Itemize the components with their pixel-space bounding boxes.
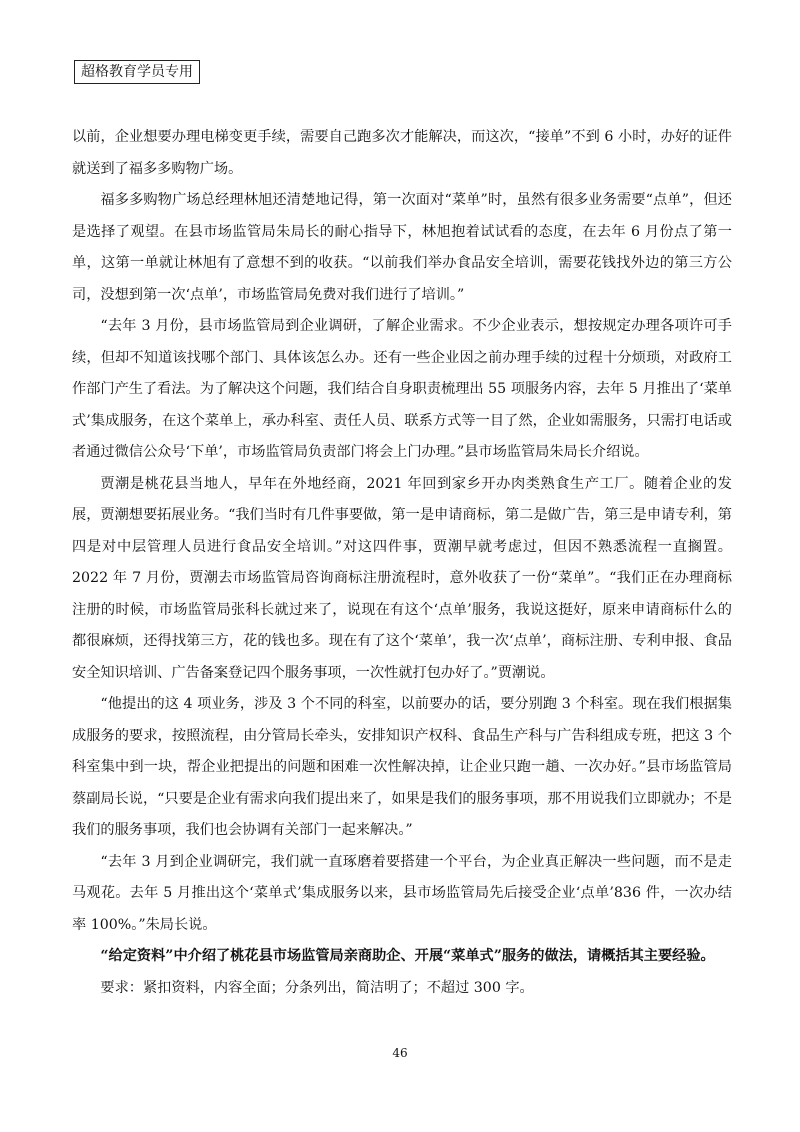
answer-requirement: 要求：紧扣资料，内容全面；分条列出，简洁明了；不超过 300 字。: [100, 979, 534, 996]
page-number: 46: [392, 1046, 408, 1060]
paragraph-1: 以前，企业想要办理电梯变更手续，需要自己跑多次才能解决，而这次，“接单”不到 6 小时，办好的证件就送到了福多多购物广场。: [72, 129, 732, 177]
header-label: 超格教育学员专用: [74, 60, 200, 84]
question-prompt: “给定资料”中介绍了桃花县市场监管局亲商助企、开展“菜单式”服务的做法，请概括其主要经验。: [100, 948, 715, 964]
paragraph-5: “他提出的这 4 项业务，涉及 3 个不同的科室，以前要办的话，要分别跑 3 个科室。现在我们根据集成服务的要求，按照流程，由分管局长牵头，安排知识产权科、食品生产科与广告科组成专班，把这 3 个科室集中到一块，帮企业把提出的问题和困难一次性解决掉，让企业只跑一趟、一次办好。”县市场监管局蔡副局长说，“只要是企业有需求向我们提出来了，如果是我们的服务事项，那不用说我们立即就办；不是我们的服务事项，我们也会协调有关部门一起来解决。”: [72, 696, 732, 838]
body-text: [72, 122, 732, 1004]
paragraph-3: “去年 3 月份，县市场监管局到企业调研，了解企业需求。不少企业表示，想按规定办理各项许可手续，但却不知道该找哪个部门、具体该怎么办。还有一些企业因之前办理手续的过程十分烦琐，对政府工作部门产生了看法。为了解决这个问题，我们结合自身职责梳理出 55 项服务内容，去年 5 月推出了‘菜单式’集成服务，在这个菜单上，承办科室、责任人员、联系方式等一目了然，企业如需服务，只需打电话或者通过微信公众号‘下单’，市场监管局负责部门将会上门办理。”县市场监管局朱局长介绍说。: [72, 318, 732, 460]
paragraph-6: “去年 3 月到企业调研完，我们就一直琢磨着要搭建一个平台，为企业真正解决一些问题，而不是走马观花。去年 5 月推出这个‘菜单式’集成服务以来，县市场监管局先后接受企业‘点单’836 件，一次办结率 100%。”朱局长说。: [72, 853, 732, 933]
paragraph-4: 贾潮是桃花县当地人，早年在外地经商，2021 年回到家乡开办肉类熟食生产工厂。随着企业的发展，贾潮想要拓展业务。“我们当时有几件事要做，第一是申请商标，第二是做广告，第三是申请专利，第四是对中层管理人员进行食品安全培训。”对这四件事，贾潮早就考虑过，但因不熟悉流程一直搁置。2022 年 7 月份，贾潮去市场监管局咨询商标注册流程时，意外收获了一份“菜单”。“我们正在办理商标注册的时候，市场监管局张科长就过来了，说现在有这个‘点单’服务，我说这挺好，原来申请商标什么的都很麻烦，还得找第三方，花的钱也多。现在有了这个‘菜单’，我一次‘点单’，商标注册、专利申报、食品安全知识培训、广告备案登记四个服务事项，一次性就打包办好了。”贾潮说。: [72, 475, 732, 681]
paragraph-2: 福多多购物广场总经理林旭还清楚地记得，第一次面对“菜单”时，虽然有很多业务需要“点单”，但还是选择了观望。在县市场监管局朱局长的耐心指导下，林旭抱着试试看的态度，在去年 6 月份点了第一单，这第一单就让林旭有了意想不到的收获。“以前我们举办食品安全培训，需要花钱找外边的第三方公司，没想到第一次‘点单’，市场监管局免费对我们进行了培训。”: [72, 192, 732, 303]
